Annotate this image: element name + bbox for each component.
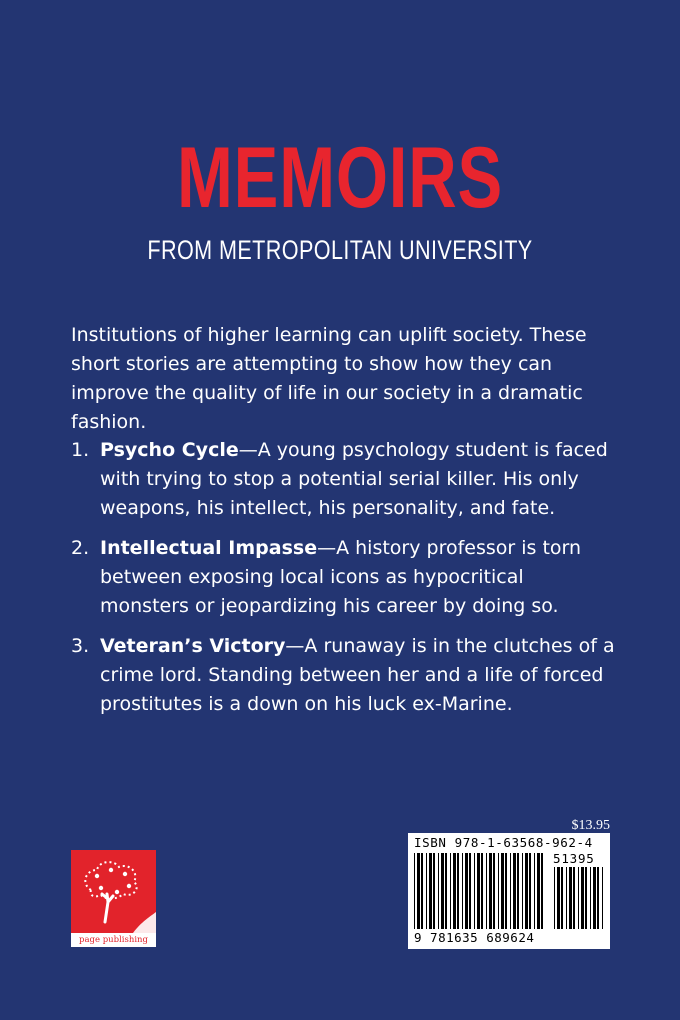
story-description: —A young psychology student is faced with trying to stop a potential serial killer. His only weapons, his intellect, his personality, and fate. <box>100 439 608 519</box>
story-description: —A runaway is in the clutches of a crime lord. Standing between her and a life of forced prostitutes is a down on his luck ex-Marine. <box>100 635 615 715</box>
barcode-bar <box>465 853 468 929</box>
barcode-bar <box>429 853 432 929</box>
barcode-bar <box>453 853 456 929</box>
barcode-bar <box>581 867 584 929</box>
barcode-bar <box>477 853 480 929</box>
story-description: —A history professor is torn between exposing local icons as hypocritical monsters or jeopardizing his career by doing so. <box>100 537 582 617</box>
story-item <box>71 436 616 523</box>
barcode-bar <box>529 853 531 929</box>
barcode-bar <box>486 853 487 929</box>
barcode-bar <box>421 853 423 929</box>
barcode-bar <box>489 853 492 929</box>
book-subtitle: FROM METROPOLITAN UNIVERSITY <box>147 235 533 265</box>
barcode-bar <box>462 853 463 929</box>
barcode-bar <box>578 867 579 929</box>
barcode-bar <box>510 853 511 929</box>
barcode-bar <box>573 867 575 929</box>
barcode-bar <box>537 853 540 929</box>
barcode-bar <box>554 867 555 929</box>
barcode-bar <box>561 867 563 929</box>
barcode-bar <box>525 853 528 929</box>
story-title: Veteran’s Victory <box>100 635 286 657</box>
barcode-bar <box>593 867 596 929</box>
barcode-bar <box>541 853 543 929</box>
barcode-bar <box>557 867 560 929</box>
barcode-bar <box>438 853 439 929</box>
barcode-bar <box>585 867 587 929</box>
story-number: 1. <box>71 439 90 461</box>
tree-logo-icon <box>71 850 156 933</box>
barcode-bar <box>513 853 516 929</box>
story-number: 2. <box>71 537 90 559</box>
story-list <box>71 436 616 730</box>
barcode-bar <box>522 853 523 929</box>
barcode-bar <box>597 867 599 929</box>
barcode-bar <box>566 867 567 929</box>
story-item <box>71 534 616 621</box>
barcode-bar <box>590 867 591 929</box>
isbn-barcode <box>408 833 610 949</box>
barcode-bar <box>441 853 444 929</box>
barcode-bar <box>433 853 435 929</box>
price-label: $13.95 <box>571 818 610 833</box>
isbn-number: ISBN 978-1-63568-962-4 <box>414 835 593 850</box>
barcode-bar <box>602 867 603 929</box>
barcode-bar <box>501 853 504 929</box>
barcode-bar <box>569 867 572 929</box>
book-title: MEMOIRS <box>177 130 503 226</box>
story-title: Psycho Cycle <box>100 439 239 461</box>
barcode-bar <box>481 853 483 929</box>
barcode-bar <box>426 853 427 929</box>
barcode-bar <box>534 853 535 929</box>
barcode-bar <box>498 853 499 929</box>
barcode-bar <box>474 853 475 929</box>
publisher-logo <box>71 850 156 947</box>
book-blurb: Institutions of higher learning can uplift society. These short stories are attempting to show how they can improve the quality of life in our society in a dramatic fashion. <box>71 324 587 433</box>
story-number: 3. <box>71 635 90 657</box>
barcode-bar <box>417 853 420 929</box>
price-addon-number: 51395 <box>553 851 595 866</box>
barcode-bar <box>414 853 415 929</box>
barcode-bar <box>469 853 471 929</box>
barcode-bar <box>457 853 459 929</box>
barcode-bar <box>505 853 507 929</box>
story-item <box>71 632 616 719</box>
barcode-bar <box>445 853 447 929</box>
barcode-bar <box>450 853 451 929</box>
barcode-bar <box>517 853 519 929</box>
barcode-bar <box>493 853 495 929</box>
story-title: Intellectual Impasse <box>100 537 318 559</box>
ean-digits: 9 781635 689624 <box>414 930 535 945</box>
publisher-name: page publishing <box>71 933 156 947</box>
